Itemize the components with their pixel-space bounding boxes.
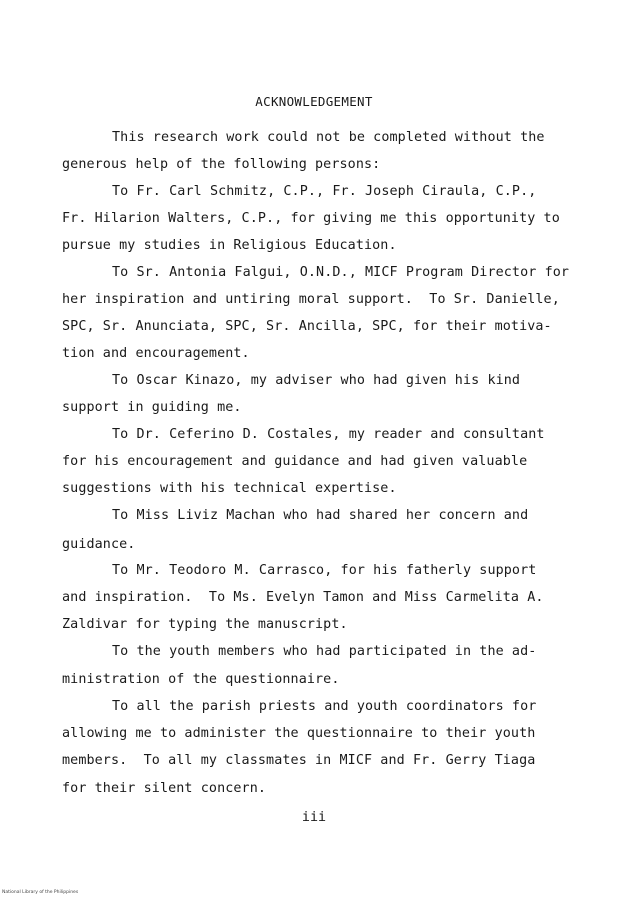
- text-line: allowing me to administer the questionnaire to their youth: [62, 726, 536, 741]
- text-line: tion and encouragement.: [62, 346, 250, 361]
- text-line: To the youth members who had participated in the ad-: [112, 644, 537, 659]
- page-title: ACKNOWLEDGEMENT: [255, 94, 373, 109]
- text-line: To all the parish priests and youth coordinators for: [112, 699, 537, 714]
- footer-credit: National Library of the Philippines: [2, 890, 79, 895]
- text-line: SPC, Sr. Anunciata, SPC, Sr. Ancilla, SPC, for their motiva-: [62, 319, 552, 334]
- text-line: To Miss Liviz Machan who had shared her concern and: [112, 508, 529, 523]
- text-line: To Dr. Ceferino D. Costales, my reader and consultant: [112, 427, 545, 442]
- text-line: members. To all my classmates in MICF and Fr. Gerry Tiaga: [62, 753, 536, 768]
- text-line: pursue my studies in Religious Education.: [62, 238, 397, 253]
- text-line: for his encouragement and guidance and had given valuable: [62, 454, 528, 469]
- text-line: suggestions with his technical expertise.: [62, 481, 397, 496]
- text-line: Fr. Hilarion Walters, C.P., for giving me this opportunity to: [62, 211, 560, 226]
- text-line: To Mr. Teodoro M. Carrasco, for his fatherly support: [112, 563, 537, 578]
- text-line: To Sr. Antonia Falgui, O.N.D., MICF Program Director for: [112, 265, 570, 280]
- text-line: her inspiration and untiring moral support. To Sr. Danielle,: [62, 292, 560, 307]
- page-number: iii: [301, 810, 327, 825]
- text-line: generous help of the following persons:: [62, 157, 381, 172]
- text-line: for their silent concern.: [62, 781, 267, 796]
- text-line: Zaldivar for typing the manuscript.: [62, 617, 348, 632]
- text-line: To Oscar Kinazo, my adviser who had given his kind: [112, 373, 521, 388]
- text-line: and inspiration. To Ms. Evelyn Tamon and Miss Carmelita A.: [62, 590, 544, 605]
- text-line: ministration of the questionnaire.: [62, 672, 340, 687]
- text-line: This research work could not be completed without the: [112, 130, 545, 145]
- text-line: To Fr. Carl Schmitz, C.P., Fr. Joseph Ciraula, C.P.,: [112, 184, 537, 199]
- text-line: support in guiding me.: [62, 400, 242, 415]
- text-line: guidance.: [62, 537, 136, 552]
